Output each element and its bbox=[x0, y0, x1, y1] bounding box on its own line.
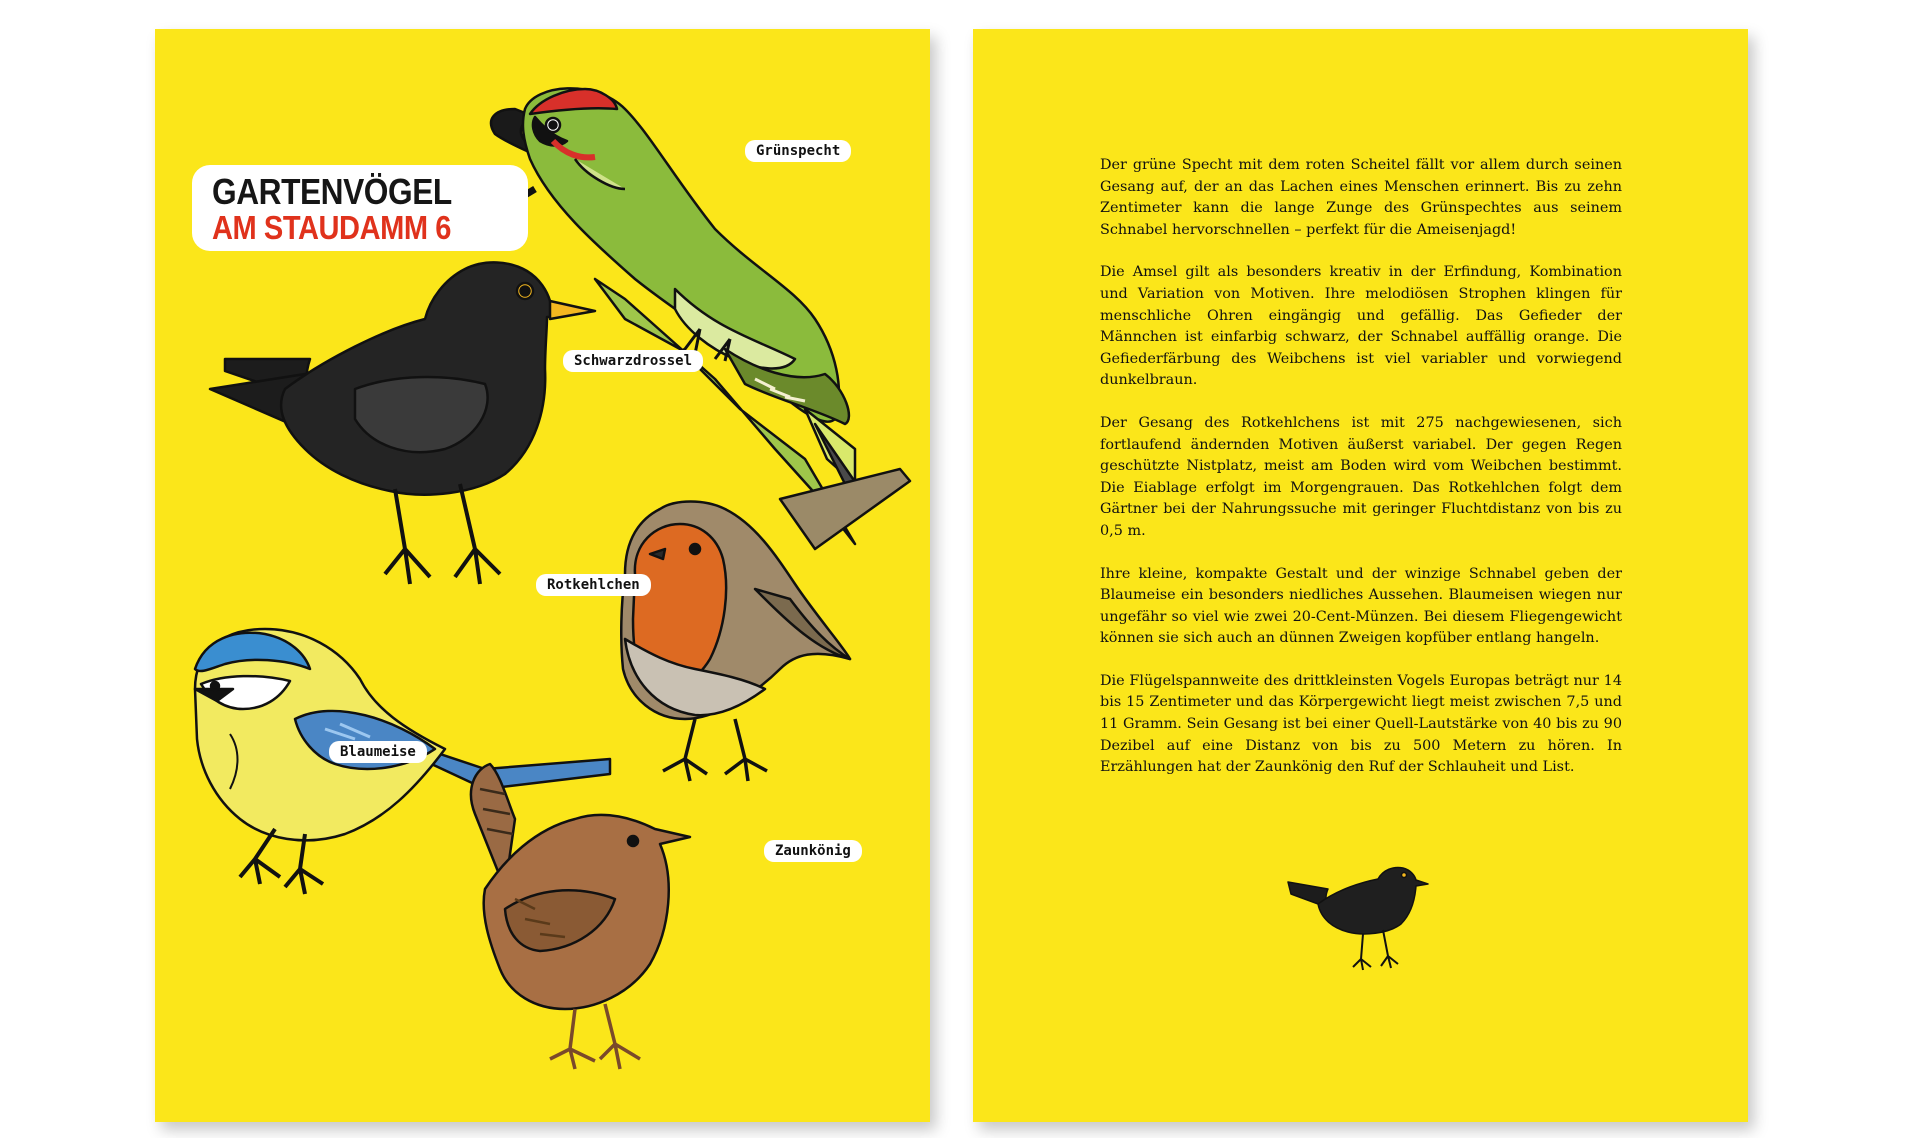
text-column bbox=[1100, 155, 1622, 800]
small-blackbird-icon bbox=[1283, 864, 1433, 974]
cover-page bbox=[155, 29, 930, 1122]
bird-label-zaunkoenig: Zaunkönig bbox=[764, 840, 862, 862]
bird-label-gruenspecht: Grünspecht bbox=[745, 140, 851, 162]
title-line-2: AM STAUDAMM 6 bbox=[212, 209, 451, 246]
title-badge bbox=[192, 165, 528, 251]
title-line-1: GARTENVÖGEL bbox=[212, 171, 452, 212]
robin-illustration bbox=[621, 469, 910, 781]
blackbird-illustration bbox=[210, 262, 595, 584]
paragraph-gruenspecht: Der grüne Specht mit dem roten Scheitel fällt vor allem durch seinen Gesang auf, der an das Lachen eines Menschen erinnert. Bis zu zehn Zentimeter kann die lange Zunge des Grünspechtes aus seinem Schnabel hervorschnellen – perfekt für die Ameisenjagd! bbox=[1100, 157, 1622, 238]
bird-label-rotkehlchen: Rotkehlchen bbox=[536, 574, 651, 596]
paragraph-zaunkoenig: Die Flügelspannweite des drittkleinsten Vogels Europas beträgt nur 14 bis 15 Zentimeter und das Körpergewicht liegt meist zwischen 7,5 und 11 Gramm. Sein Gesang ist bei einer Quell-Lautstärke von 40 bis zu 90 Dezibel auf eine Distanz von bis zu 500 Metern zu hören. In Erzählungen hat der Zaunkönig den Ruf der Schlauheit und List. bbox=[1100, 672, 1622, 776]
paragraph-blaumeise: Ihre kleine, kompakte Gestalt und der winzige Schnabel geben der Blaumeise ein besonders niedliches Aussehen. Blaumeisen wiegen nur ungefähr so viel wie zwei 20-Cent-Münzen. Bei diesem Fliegengewicht können sie sich auch an dünnen Zweigen kopfüber entlang hangeln. bbox=[1100, 565, 1622, 647]
wren-illustration bbox=[471, 764, 690, 1069]
paragraph-rotkehlchen: Der Gesang des Rotkehlchens ist mit 275 nachgewiesenen, sich fortlaufend ändernden Motiven äußerst variabel. Der gegen Regen geschützte Nistplatz, meist am Boden wird vom Weibchen bestimmt. Die Eiablage erfolgt im Morgengrauen. Das Rotkehlchen folgt dem Gärtner bei der Nahrungssuche mit geringer Fluchtdistanz von bis zu 0,5 m. bbox=[1100, 414, 1622, 539]
text-page bbox=[973, 29, 1748, 1122]
bird-label-schwarzdrossel: Schwarzdrossel bbox=[563, 350, 703, 372]
paragraph-amsel: Die Amsel gilt als besonders kreativ in der Erfindung, Kombination und Variation von Motiven. Ihre melodiösen Strophen klingen für menschliche Ohren eingängig und gefällig. Das Gefieder der Männchen ist einfarbig schwarz, der Schnabel auffällig orange. Die Gefiederfärbung des Weibchens ist viel variabler und vorwiegend dunkelbraun. bbox=[1100, 264, 1622, 389]
bird-label-blaumeise: Blaumeise bbox=[329, 741, 427, 763]
